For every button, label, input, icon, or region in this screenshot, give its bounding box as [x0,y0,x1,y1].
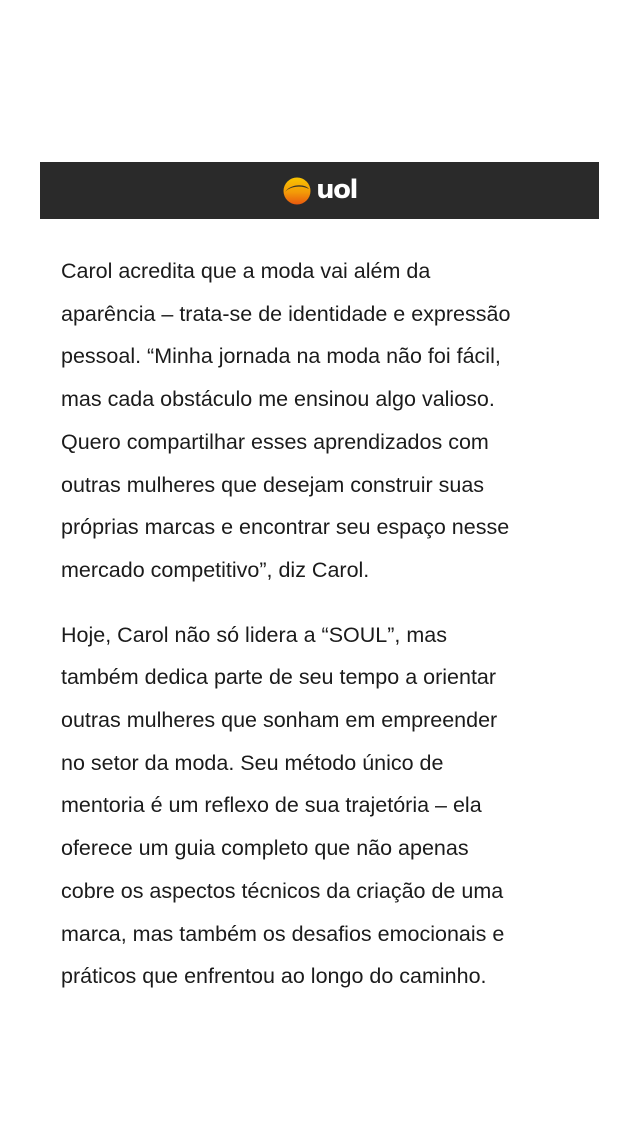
uol-logo[interactable] [282,176,357,206]
article-paragraph-1: Carol acredita que a moda vai além da aparência – trata-se de identidade e expressão pessoal. “Minha jornada na moda não foi fácil, mas cada obstáculo me ensinou algo valioso. Quero compartilhar esses aprendizados com outras mulheres que desejam construir suas próprias marcas e encontrar seu espaço nesse mercado competitivo”, diz Carol. [61,259,511,582]
uol-sun-icon [282,176,312,206]
article-body [61,250,581,998]
article-paragraph-2: Hoje, Carol não só lidera a “SOUL”, mas também dedica parte de seu tempo a orientar outras mulheres que sonham em empreender no setor da moda. Seu método único de mentoria é um reflexo de sua trajetória – ela oferece um guia completo que não apenas cobre os aspectos técnicos da criação de uma marca, mas também os desafios emocionais e práticos que enfrentou ao longo do caminho. [61,622,505,989]
uol-header-bar [40,162,599,219]
uol-logo-text: uol [316,174,357,205]
